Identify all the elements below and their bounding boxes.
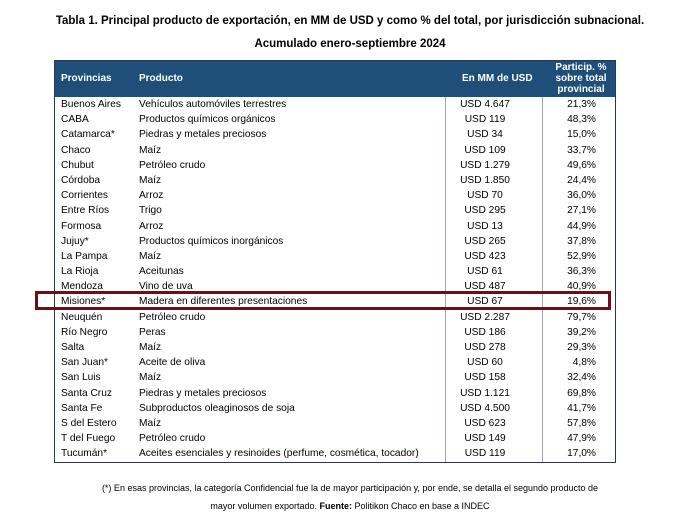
- cell-mm-usd: USD 4.647: [460, 99, 510, 110]
- cell-mm-usd: USD 1.121: [460, 387, 510, 399]
- cell-participacion: 49,6%: [567, 159, 596, 171]
- cell-provincia: Mendoza: [61, 281, 103, 293]
- cell-participacion: 4,8%: [572, 357, 596, 369]
- table-row: [55, 97, 615, 112]
- cell-participacion: 41,7%: [567, 402, 596, 414]
- cell-provincia: Formosa: [61, 220, 102, 232]
- cell-mm-usd: USD 34: [467, 129, 503, 141]
- table-subtitle: Acumulado enero-septiembre 2024: [254, 38, 446, 50]
- cell-producto: Maíz: [139, 342, 162, 353]
- cell-mm-usd: USD 186: [464, 326, 506, 338]
- cell-producto: Trigo: [139, 205, 162, 217]
- cell-mm-usd: USD 67: [467, 296, 503, 308]
- cell-mm-usd: USD 487: [464, 281, 506, 293]
- cell-provincia: San Luis: [61, 372, 101, 384]
- cell-producto: Subproductos oleaginosos de soja: [139, 402, 295, 414]
- cell-producto: Maíz: [139, 144, 162, 156]
- cell-mm-usd: USD 158: [464, 372, 506, 384]
- cell-participacion: 32,4%: [567, 372, 596, 384]
- highlight-misiones-row: [35, 291, 611, 310]
- cell-participacion: 33,7%: [567, 144, 596, 156]
- cell-provincia: Córdoba: [61, 174, 101, 186]
- cell-producto: Maíz: [139, 417, 162, 429]
- table-header: [55, 61, 615, 97]
- cell-provincia: Santa Cruz: [61, 387, 112, 399]
- cell-producto: Piedras y metales preciosos: [139, 387, 267, 399]
- cell-participacion: 40,9%: [567, 281, 596, 293]
- cell-mm-usd: USD 623: [464, 417, 506, 429]
- cell-provincia: La Pampa: [61, 250, 108, 262]
- cell-mm-usd: USD 109: [464, 144, 506, 156]
- cell-mm-usd: USD 149: [464, 433, 506, 445]
- header-provincias: Provincias: [61, 73, 112, 84]
- footnote-line2: [0, 501, 700, 511]
- cell-producto: Petróleo crudo: [139, 433, 206, 445]
- cell-provincia: Neuquén: [61, 311, 103, 323]
- cell-participacion: 79,7%: [567, 311, 596, 323]
- table-row: [55, 249, 615, 264]
- cell-producto: Vino de uva: [139, 281, 193, 293]
- cell-producto: Aceites esenciales y resinoides (perfume, cosmética, tocador): [139, 448, 419, 460]
- cell-provincia: Buenos Aires: [61, 99, 122, 110]
- cell-participacion: 36,0%: [567, 190, 596, 202]
- table-row: [55, 127, 615, 142]
- column-divider: [445, 97, 446, 462]
- cell-provincia: Tucumán*: [61, 448, 108, 460]
- cell-producto: Maíz: [139, 174, 162, 186]
- footnote-text: mayor volumen exportado.: [210, 501, 320, 511]
- table-row: [55, 310, 615, 325]
- table-row: [55, 446, 615, 461]
- cell-provincia: La Rioja: [61, 266, 99, 278]
- cell-participacion: 37,8%: [567, 235, 596, 247]
- table-row: [55, 234, 615, 249]
- cell-participacion: 39,2%: [567, 326, 596, 338]
- table-row: [55, 143, 615, 158]
- cell-mm-usd: USD 119: [464, 114, 506, 126]
- table-row: [55, 401, 615, 416]
- cell-producto: Arroz: [139, 190, 164, 202]
- cell-provincia: Río Negro: [61, 326, 108, 338]
- cell-mm-usd: USD 423: [464, 250, 506, 262]
- cell-provincia: Entre Ríos: [61, 205, 110, 217]
- table-row: [55, 188, 615, 203]
- table-row: [55, 340, 615, 355]
- cell-participacion: 17,0%: [567, 448, 596, 460]
- cell-producto: Petróleo crudo: [139, 311, 206, 323]
- exports-table: [54, 60, 616, 463]
- cell-producto: Maíz: [139, 372, 162, 384]
- cell-mm-usd: USD 278: [464, 342, 506, 353]
- cell-provincia: T del Fuego: [61, 433, 116, 445]
- cell-mm-usd: USD 4.500: [460, 402, 510, 414]
- cell-participacion: 44,9%: [567, 220, 596, 232]
- cell-producto: Piedras y metales preciosos: [139, 129, 267, 141]
- cell-participacion: 52,9%: [567, 250, 596, 262]
- cell-participacion: 48,3%: [567, 114, 596, 126]
- source-text: Politikon Chaco en base a INDEC: [351, 501, 490, 511]
- table-row: [55, 173, 615, 188]
- cell-provincia: Catamarca*: [61, 129, 115, 141]
- cell-provincia: Santa Fe: [61, 402, 103, 414]
- table-row: [55, 158, 615, 173]
- cell-producto: Maíz: [139, 250, 162, 262]
- source-label: Fuente:: [319, 501, 352, 511]
- cell-provincia: Jujuy*: [61, 235, 89, 247]
- cell-mm-usd: USD 13: [467, 220, 503, 232]
- cell-provincia: Salta: [61, 342, 85, 353]
- cell-participacion: 24,4%: [567, 174, 596, 186]
- table-row: [55, 219, 615, 234]
- table-row: [55, 370, 615, 385]
- cell-participacion: 27,1%: [567, 205, 596, 217]
- cell-producto: Productos químicos orgánicos: [139, 114, 276, 126]
- header-producto: Producto: [139, 73, 183, 84]
- cell-participacion: 21,3%: [567, 99, 596, 110]
- cell-participacion: 36,3%: [567, 266, 596, 278]
- footnote-line1: (*) En esas provincias, la categoría Confidencial fue la de mayor participación y, por ende, se detalla el segundo producto de: [101, 483, 599, 493]
- table-title: Tabla 1. Principal producto de exportación, en MM de USD y como % del total, por jurisdicción subnacional.: [55, 15, 645, 27]
- cell-producto: Madera en diferentes presentaciones: [139, 296, 308, 308]
- cell-participacion: 47,9%: [567, 433, 596, 445]
- table-row: [55, 431, 615, 446]
- cell-participacion: 29,3%: [567, 342, 596, 353]
- cell-mm-usd: USD 119: [464, 448, 506, 460]
- header-participacion: Particip. % sobre total provincial: [555, 62, 607, 95]
- cell-provincia: Corrientes: [61, 190, 108, 202]
- cell-participacion: 15,0%: [567, 129, 596, 141]
- table-row: [55, 355, 615, 370]
- cell-mm-usd: USD 1.279: [460, 159, 510, 171]
- cell-producto: Productos químicos inorgánicos: [139, 235, 284, 247]
- cell-provincia: Chubut: [61, 159, 94, 171]
- cell-mm-usd: USD 295: [464, 205, 506, 217]
- cell-producto: Vehículos automóviles terrestres: [139, 99, 287, 110]
- cell-producto: Arroz: [139, 220, 164, 232]
- table-row: [55, 325, 615, 340]
- cell-provincia: Chaco: [61, 144, 91, 156]
- cell-producto: Petróleo crudo: [139, 159, 206, 171]
- table-row: [55, 203, 615, 218]
- cell-participacion: 19,6%: [567, 296, 596, 308]
- cell-mm-usd: USD 265: [464, 235, 506, 247]
- cell-provincia: S del Estero: [61, 417, 117, 429]
- table-row: [55, 386, 615, 401]
- table-body: [55, 97, 615, 462]
- cell-mm-usd: USD 2.287: [460, 311, 510, 323]
- column-divider: [542, 97, 543, 462]
- cell-producto: Aceitunas: [139, 266, 184, 278]
- cell-participacion: 69,8%: [567, 387, 596, 399]
- cell-mm-usd: USD 1.850: [460, 174, 510, 186]
- cell-producto: Peras: [139, 326, 166, 338]
- cell-provincia: CABA: [61, 114, 89, 126]
- table-row: [55, 264, 615, 279]
- header-mm-usd: En MM de USD: [462, 73, 533, 84]
- table-row: [55, 416, 615, 431]
- cell-producto: Aceite de oliva: [139, 357, 206, 369]
- cell-participacion: 57,8%: [567, 417, 596, 429]
- cell-mm-usd: USD 70: [467, 190, 503, 202]
- table-row: [55, 112, 615, 127]
- cell-mm-usd: USD 61: [467, 266, 503, 278]
- cell-mm-usd: USD 60: [467, 357, 503, 369]
- cell-provincia: Misiones*: [61, 296, 106, 308]
- cell-provincia: San Juan*: [61, 357, 109, 369]
